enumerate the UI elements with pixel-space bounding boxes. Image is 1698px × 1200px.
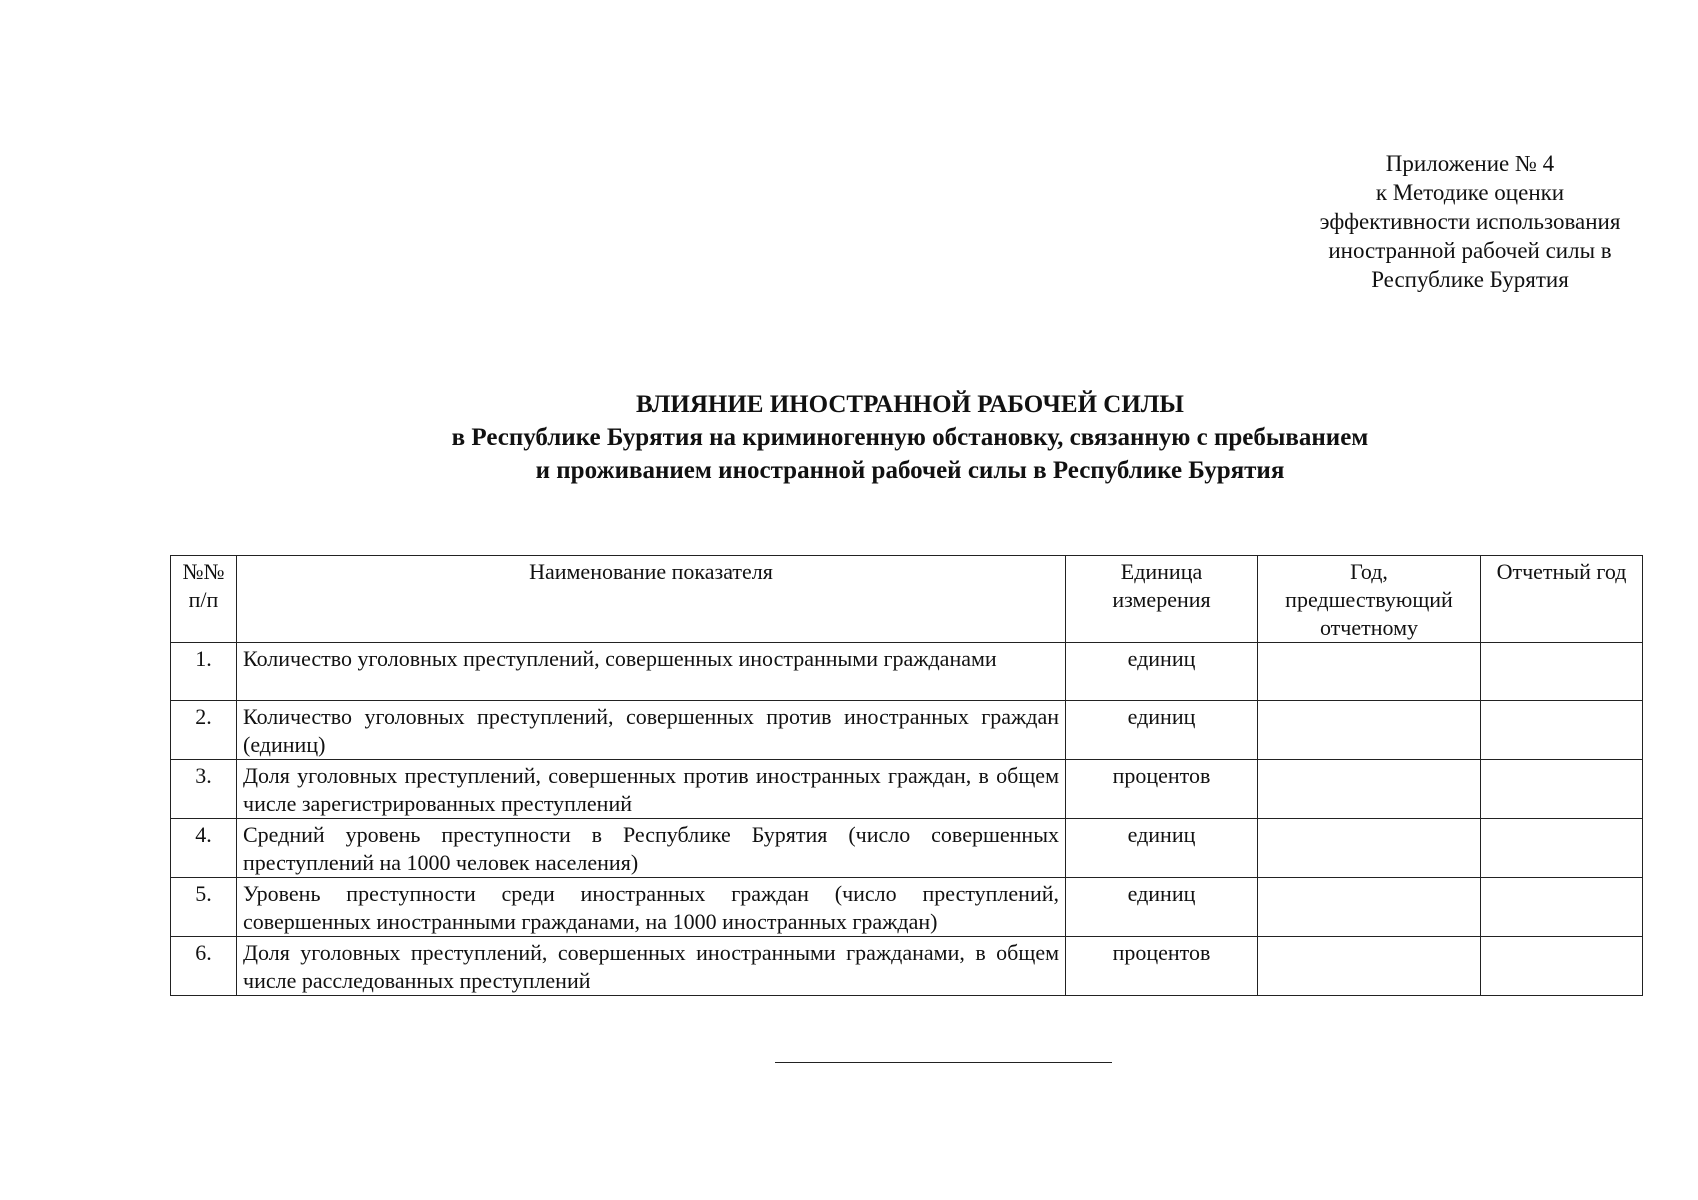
title-line: в Республике Бурятия на криминогенную обстановку, связанную с пребыванием	[451, 424, 1369, 451]
row-number: 1.	[171, 643, 237, 701]
prev-year-value	[1258, 760, 1481, 819]
indicator-name: Средний уровень преступности в Республике Бурятия (число совершенных преступлений на 1000 человек населения)	[237, 819, 1066, 878]
appendix-line: к Методике оценки	[1375, 180, 1565, 205]
table-row	[171, 760, 1643, 819]
report-year-value	[1481, 937, 1643, 996]
table-row	[171, 937, 1643, 996]
table-row	[171, 643, 1643, 701]
indicator-name: Доля уголовных преступлений, совершенных против иностранных граждан, в общем числе зарегистрированных преступлений	[237, 760, 1066, 819]
report-year-value	[1481, 643, 1643, 701]
footer-divider	[775, 1062, 1112, 1063]
appendix-line: эффективности использования	[1319, 209, 1621, 234]
row-number: 3.	[171, 760, 237, 819]
indicator-name: Количество уголовных преступлений, совершенных иностранными гражданами	[237, 643, 1066, 701]
indicator-unit: процентов	[1066, 760, 1258, 819]
appendix-line: Приложение № 4	[1385, 151, 1555, 176]
indicator-unit: единиц	[1066, 819, 1258, 878]
row-number: 5.	[171, 878, 237, 937]
appendix-header	[1290, 149, 1650, 294]
title-line: ВЛИЯНИЕ ИНОСТРАННОЙ РАБОЧЕЙ СИЛЫ	[636, 391, 1184, 418]
header-prev-year: Год, предшествующий отчетному	[1258, 556, 1481, 643]
indicator-unit: процентов	[1066, 937, 1258, 996]
prev-year-value	[1258, 701, 1481, 760]
prev-year-value	[1258, 937, 1481, 996]
prev-year-value	[1258, 878, 1481, 937]
report-year-value	[1481, 760, 1643, 819]
title-line: и проживанием иностранной рабочей силы в Республике Бурятия	[535, 457, 1285, 484]
table-row	[171, 701, 1643, 760]
table-row	[171, 878, 1643, 937]
appendix-line: Республике Бурятия	[1371, 267, 1569, 292]
indicator-unit: единиц	[1066, 701, 1258, 760]
report-year-value	[1481, 819, 1643, 878]
header-name: Наименование показателя	[237, 556, 1066, 643]
row-number: 6.	[171, 937, 237, 996]
appendix-line: иностранной рабочей силы в	[1328, 238, 1612, 263]
indicator-name: Доля уголовных преступлений, совершенных иностранными гражданами, в общем числе расследованных преступлений	[237, 937, 1066, 996]
row-number: 4.	[171, 819, 237, 878]
prev-year-value	[1258, 643, 1481, 701]
indicator-name: Количество уголовных преступлений, совершенных против иностранных граждан (единиц)	[237, 701, 1066, 760]
indicator-unit: единиц	[1066, 878, 1258, 937]
indicators-table	[170, 555, 1643, 996]
report-year-value	[1481, 878, 1643, 937]
header-unit: Единица измерения	[1066, 556, 1258, 643]
table-header-row	[171, 556, 1643, 643]
row-number: 2.	[171, 701, 237, 760]
document-title	[170, 388, 1650, 487]
prev-year-value	[1258, 819, 1481, 878]
indicator-unit: единиц	[1066, 643, 1258, 701]
indicator-name: Уровень преступности среди иностранных граждан (число преступлений, совершенных иностранными гражданами, на 1000 иностранных граждан)	[237, 878, 1066, 937]
header-num: №№ п/п	[171, 556, 237, 643]
report-year-value	[1481, 701, 1643, 760]
table-row	[171, 819, 1643, 878]
header-report-year: Отчетный год	[1481, 556, 1643, 643]
